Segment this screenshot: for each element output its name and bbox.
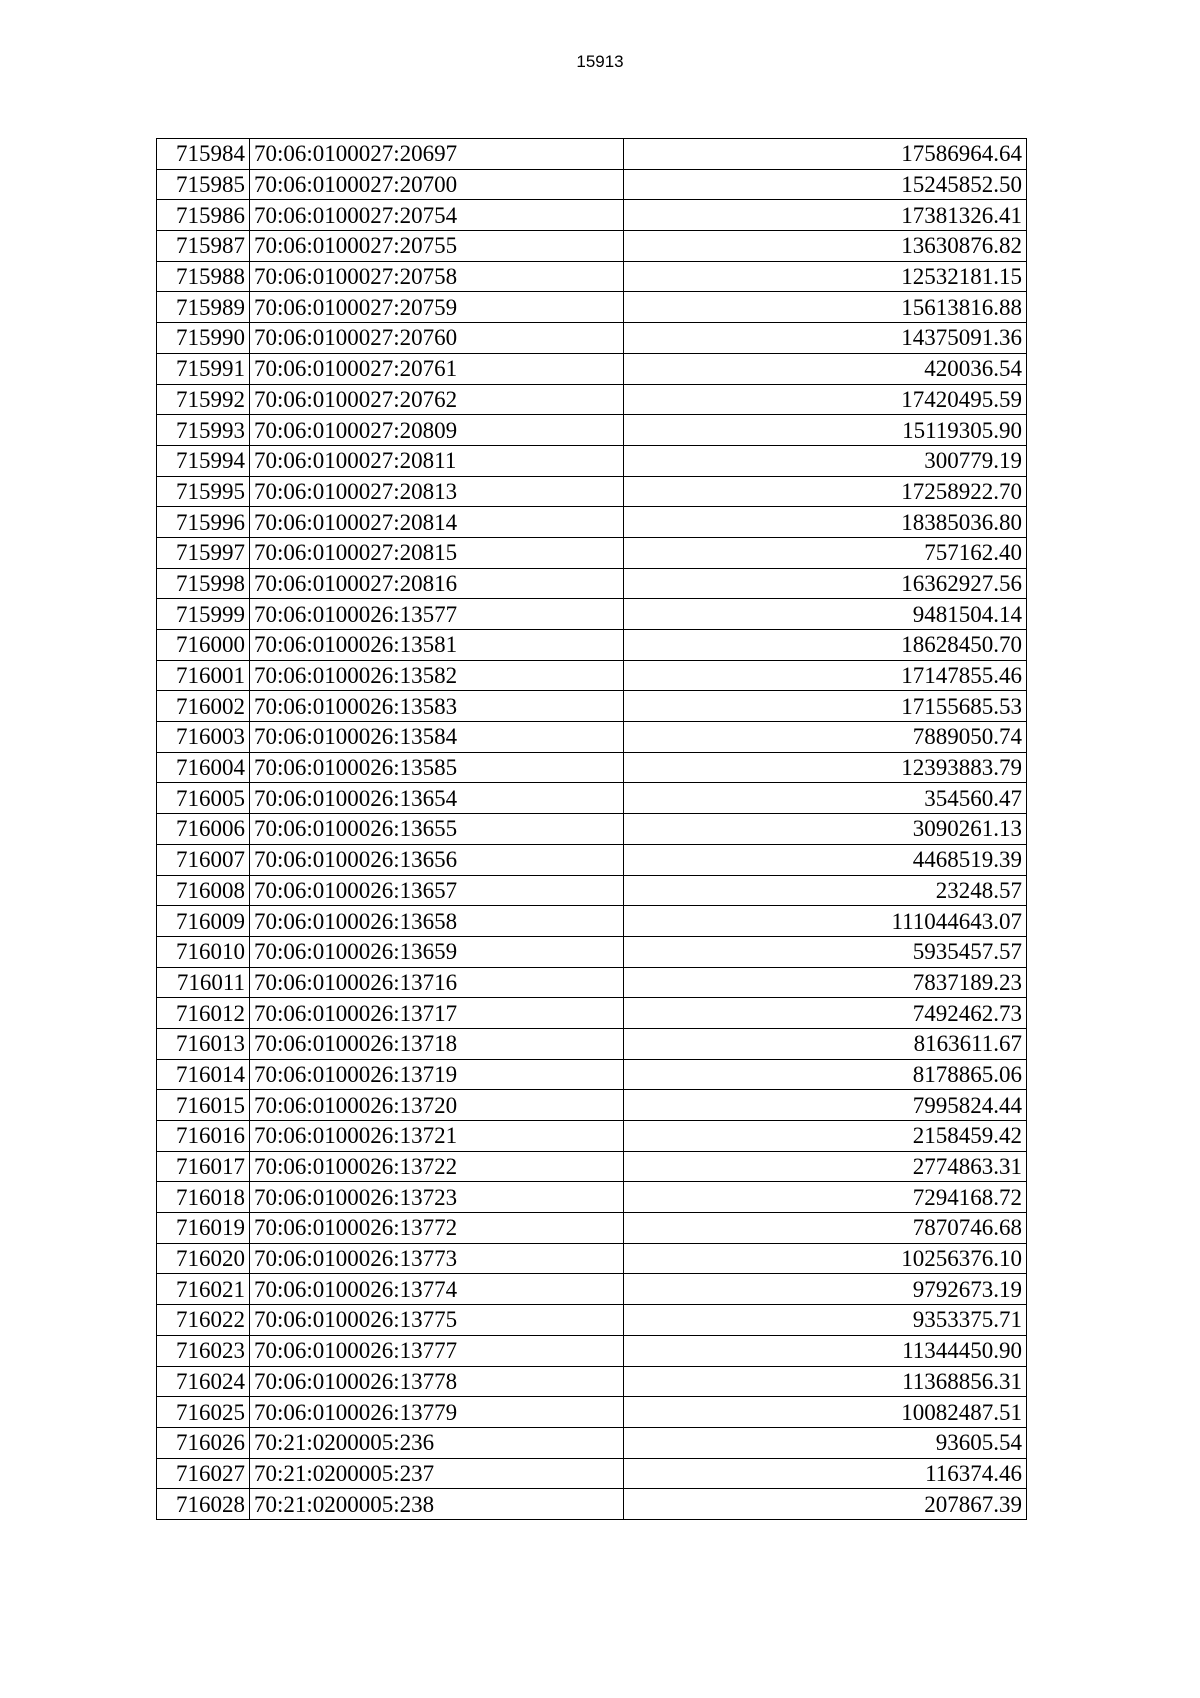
table-row — [157, 1028, 1027, 1059]
cadastral-number-cell: 70:06:0100026:13716 — [250, 967, 624, 998]
cadastral-value-cell: 8178865.06 — [624, 1059, 1027, 1090]
row-number-cell: 716020 — [157, 1243, 250, 1274]
cadastral-value-cell: 7870746.68 — [624, 1213, 1027, 1244]
table-row — [157, 722, 1027, 753]
table-row — [157, 537, 1027, 568]
cadastral-number-cell: 70:06:0100027:20816 — [250, 568, 624, 599]
cadastral-number-cell: 70:06:0100027:20754 — [250, 200, 624, 231]
cadastral-number-cell: 70:06:0100026:13658 — [250, 906, 624, 937]
row-number-cell: 716028 — [157, 1489, 250, 1520]
cadastral-number-cell: 70:06:0100027:20813 — [250, 476, 624, 507]
cadastral-value-cell: 420036.54 — [624, 353, 1027, 384]
cadastral-number-cell: 70:06:0100026:13775 — [250, 1305, 624, 1336]
row-number-cell: 716016 — [157, 1121, 250, 1152]
row-number-cell: 716013 — [157, 1028, 250, 1059]
table-row — [157, 1427, 1027, 1458]
row-number-cell: 715986 — [157, 200, 250, 231]
table-row — [157, 1243, 1027, 1274]
row-number-cell: 716003 — [157, 722, 250, 753]
cadastral-number-cell: 70:21:0200005:237 — [250, 1458, 624, 1489]
row-number-cell: 716026 — [157, 1427, 250, 1458]
table-row — [157, 507, 1027, 538]
cadastral-number-cell: 70:06:0100026:13656 — [250, 844, 624, 875]
table-row — [157, 599, 1027, 630]
row-number-cell: 715990 — [157, 323, 250, 354]
row-number-cell: 716002 — [157, 691, 250, 722]
cadastral-value-cell: 207867.39 — [624, 1489, 1027, 1520]
row-number-cell: 716005 — [157, 783, 250, 814]
cadastral-value-cell: 11344450.90 — [624, 1335, 1027, 1366]
cadastral-number-cell: 70:06:0100027:20700 — [250, 169, 624, 200]
row-number-cell: 716021 — [157, 1274, 250, 1305]
table-row — [157, 998, 1027, 1029]
cadastral-value-cell: 12532181.15 — [624, 261, 1027, 292]
cadastral-value-table — [156, 138, 1027, 1520]
cadastral-value-cell: 7889050.74 — [624, 722, 1027, 753]
row-number-cell: 716019 — [157, 1213, 250, 1244]
cadastral-value-cell: 15613816.88 — [624, 292, 1027, 323]
table-row — [157, 967, 1027, 998]
cadastral-number-cell: 70:06:0100027:20815 — [250, 537, 624, 568]
row-number-cell: 716008 — [157, 875, 250, 906]
row-number-cell: 716012 — [157, 998, 250, 1029]
row-number-cell: 716001 — [157, 660, 250, 691]
table-row — [157, 1182, 1027, 1213]
row-number-cell: 716006 — [157, 814, 250, 845]
table-row — [157, 200, 1027, 231]
cadastral-value-cell: 9481504.14 — [624, 599, 1027, 630]
table-row — [157, 1397, 1027, 1428]
row-number-cell: 716014 — [157, 1059, 250, 1090]
row-number-cell: 716022 — [157, 1305, 250, 1336]
cadastral-value-cell: 10256376.10 — [624, 1243, 1027, 1274]
cadastral-number-cell: 70:06:0100026:13720 — [250, 1090, 624, 1121]
row-number-cell: 716017 — [157, 1151, 250, 1182]
cadastral-number-cell: 70:06:0100027:20758 — [250, 261, 624, 292]
cadastral-number-cell: 70:21:0200005:238 — [250, 1489, 624, 1520]
table-row — [157, 1305, 1027, 1336]
cadastral-value-cell: 17258922.70 — [624, 476, 1027, 507]
row-number-cell: 715994 — [157, 445, 250, 476]
cadastral-number-cell: 70:06:0100027:20755 — [250, 231, 624, 262]
table-row — [157, 169, 1027, 200]
cadastral-value-cell: 17147855.46 — [624, 660, 1027, 691]
row-number-cell: 716000 — [157, 630, 250, 661]
row-number-cell: 716004 — [157, 752, 250, 783]
cadastral-value-cell: 7294168.72 — [624, 1182, 1027, 1213]
cadastral-number-cell: 70:06:0100027:20814 — [250, 507, 624, 538]
cadastral-value-cell: 13630876.82 — [624, 231, 1027, 262]
cadastral-value-cell: 14375091.36 — [624, 323, 1027, 354]
row-number-cell: 716011 — [157, 967, 250, 998]
cadastral-number-cell: 70:06:0100026:13654 — [250, 783, 624, 814]
cadastral-number-cell: 70:06:0100026:13774 — [250, 1274, 624, 1305]
cadastral-number-cell: 70:06:0100027:20761 — [250, 353, 624, 384]
table-row — [157, 1151, 1027, 1182]
cadastral-number-cell: 70:06:0100027:20760 — [250, 323, 624, 354]
table-row — [157, 292, 1027, 323]
table-row — [157, 415, 1027, 446]
table-row — [157, 261, 1027, 292]
table-row — [157, 1366, 1027, 1397]
cadastral-value-cell: 7837189.23 — [624, 967, 1027, 998]
cadastral-number-cell: 70:06:0100026:13577 — [250, 599, 624, 630]
row-number-cell: 715996 — [157, 507, 250, 538]
cadastral-value-cell: 2158459.42 — [624, 1121, 1027, 1152]
cadastral-number-cell: 70:06:0100026:13581 — [250, 630, 624, 661]
cadastral-value-cell: 300779.19 — [624, 445, 1027, 476]
row-number-cell: 715995 — [157, 476, 250, 507]
cadastral-value-cell: 17586964.64 — [624, 139, 1027, 170]
table-row — [157, 384, 1027, 415]
cadastral-number-cell: 70:06:0100026:13659 — [250, 936, 624, 967]
cadastral-number-cell: 70:06:0100027:20697 — [250, 139, 624, 170]
cadastral-value-cell: 15245852.50 — [624, 169, 1027, 200]
row-number-cell: 716015 — [157, 1090, 250, 1121]
table-row — [157, 1121, 1027, 1152]
row-number-cell: 716018 — [157, 1182, 250, 1213]
row-number-cell: 715998 — [157, 568, 250, 599]
cadastral-number-cell: 70:06:0100027:20811 — [250, 445, 624, 476]
cadastral-value-cell: 16362927.56 — [624, 568, 1027, 599]
cadastral-value-cell: 23248.57 — [624, 875, 1027, 906]
cadastral-value-cell: 8163611.67 — [624, 1028, 1027, 1059]
cadastral-value-cell: 17420495.59 — [624, 384, 1027, 415]
table-row — [157, 1489, 1027, 1520]
cadastral-number-cell: 70:06:0100026:13718 — [250, 1028, 624, 1059]
table-row — [157, 1213, 1027, 1244]
table-row — [157, 445, 1027, 476]
table-row — [157, 844, 1027, 875]
table-row — [157, 691, 1027, 722]
cadastral-value-cell: 9353375.71 — [624, 1305, 1027, 1336]
row-number-cell: 715991 — [157, 353, 250, 384]
row-number-cell: 716025 — [157, 1397, 250, 1428]
cadastral-value-cell: 7492462.73 — [624, 998, 1027, 1029]
cadastral-value-cell: 10082487.51 — [624, 1397, 1027, 1428]
cadastral-value-cell: 93605.54 — [624, 1427, 1027, 1458]
cadastral-number-cell: 70:06:0100026:13723 — [250, 1182, 624, 1213]
row-number-cell: 716009 — [157, 906, 250, 937]
cadastral-value-cell: 18385036.80 — [624, 507, 1027, 538]
row-number-cell: 715987 — [157, 231, 250, 262]
row-number-cell: 716007 — [157, 844, 250, 875]
table-row — [157, 814, 1027, 845]
cadastral-number-cell: 70:06:0100027:20762 — [250, 384, 624, 415]
cadastral-value-cell: 18628450.70 — [624, 630, 1027, 661]
table-row — [157, 660, 1027, 691]
row-number-cell: 716024 — [157, 1366, 250, 1397]
cadastral-number-cell: 70:06:0100026:13778 — [250, 1366, 624, 1397]
cadastral-number-cell: 70:06:0100026:13779 — [250, 1397, 624, 1428]
row-number-cell: 716027 — [157, 1458, 250, 1489]
cadastral-value-cell: 5935457.57 — [624, 936, 1027, 967]
cadastral-number-cell: 70:06:0100026:13717 — [250, 998, 624, 1029]
table-row — [157, 1335, 1027, 1366]
cadastral-number-cell: 70:06:0100026:13777 — [250, 1335, 624, 1366]
table-row — [157, 1090, 1027, 1121]
table-row — [157, 1274, 1027, 1305]
cadastral-number-cell: 70:06:0100026:13773 — [250, 1243, 624, 1274]
cadastral-number-cell: 70:21:0200005:236 — [250, 1427, 624, 1458]
row-number-cell: 715999 — [157, 599, 250, 630]
cadastral-value-cell: 2774863.31 — [624, 1151, 1027, 1182]
table-row — [157, 783, 1027, 814]
cadastral-value-cell: 111044643.07 — [624, 906, 1027, 937]
cadastral-value-cell: 15119305.90 — [624, 415, 1027, 446]
row-number-cell: 715985 — [157, 169, 250, 200]
page-number: 15913 — [576, 52, 624, 71]
cadastral-number-cell: 70:06:0100026:13722 — [250, 1151, 624, 1182]
row-number-cell: 716023 — [157, 1335, 250, 1366]
cadastral-number-cell: 70:06:0100026:13655 — [250, 814, 624, 845]
table-row — [157, 752, 1027, 783]
row-number-cell: 715993 — [157, 415, 250, 446]
cadastral-value-cell: 17155685.53 — [624, 691, 1027, 722]
row-number-cell: 715997 — [157, 537, 250, 568]
cadastral-number-cell: 70:06:0100026:13582 — [250, 660, 624, 691]
table-row — [157, 1458, 1027, 1489]
cadastral-number-cell: 70:06:0100027:20809 — [250, 415, 624, 446]
table-row — [157, 936, 1027, 967]
cadastral-number-cell: 70:06:0100027:20759 — [250, 292, 624, 323]
table-row — [157, 476, 1027, 507]
table-row — [157, 231, 1027, 262]
cadastral-value-cell: 757162.40 — [624, 537, 1027, 568]
cadastral-value-cell: 17381326.41 — [624, 200, 1027, 231]
cadastral-value-cell: 11368856.31 — [624, 1366, 1027, 1397]
row-number-cell: 715992 — [157, 384, 250, 415]
cadastral-value-cell: 4468519.39 — [624, 844, 1027, 875]
cadastral-number-cell: 70:06:0100026:13585 — [250, 752, 624, 783]
cadastral-value-cell: 12393883.79 — [624, 752, 1027, 783]
row-number-cell: 715988 — [157, 261, 250, 292]
table-row — [157, 139, 1027, 170]
cadastral-number-cell: 70:06:0100026:13719 — [250, 1059, 624, 1090]
cadastral-value-cell: 3090261.13 — [624, 814, 1027, 845]
table-row — [157, 875, 1027, 906]
cadastral-number-cell: 70:06:0100026:13657 — [250, 875, 624, 906]
row-number-cell: 715989 — [157, 292, 250, 323]
table-row — [157, 630, 1027, 661]
cadastral-value-cell: 7995824.44 — [624, 1090, 1027, 1121]
cadastral-value-cell: 9792673.19 — [624, 1274, 1027, 1305]
table-row — [157, 1059, 1027, 1090]
table-row — [157, 353, 1027, 384]
cadastral-number-cell: 70:06:0100026:13772 — [250, 1213, 624, 1244]
row-number-cell: 716010 — [157, 936, 250, 967]
table-row — [157, 323, 1027, 354]
cadastral-number-cell: 70:06:0100026:13584 — [250, 722, 624, 753]
cadastral-value-cell: 354560.47 — [624, 783, 1027, 814]
table-row — [157, 906, 1027, 937]
table-body — [157, 139, 1027, 1520]
table-row — [157, 568, 1027, 599]
cadastral-number-cell: 70:06:0100026:13721 — [250, 1121, 624, 1152]
cadastral-number-cell: 70:06:0100026:13583 — [250, 691, 624, 722]
cadastral-value-cell: 116374.46 — [624, 1458, 1027, 1489]
row-number-cell: 715984 — [157, 139, 250, 170]
